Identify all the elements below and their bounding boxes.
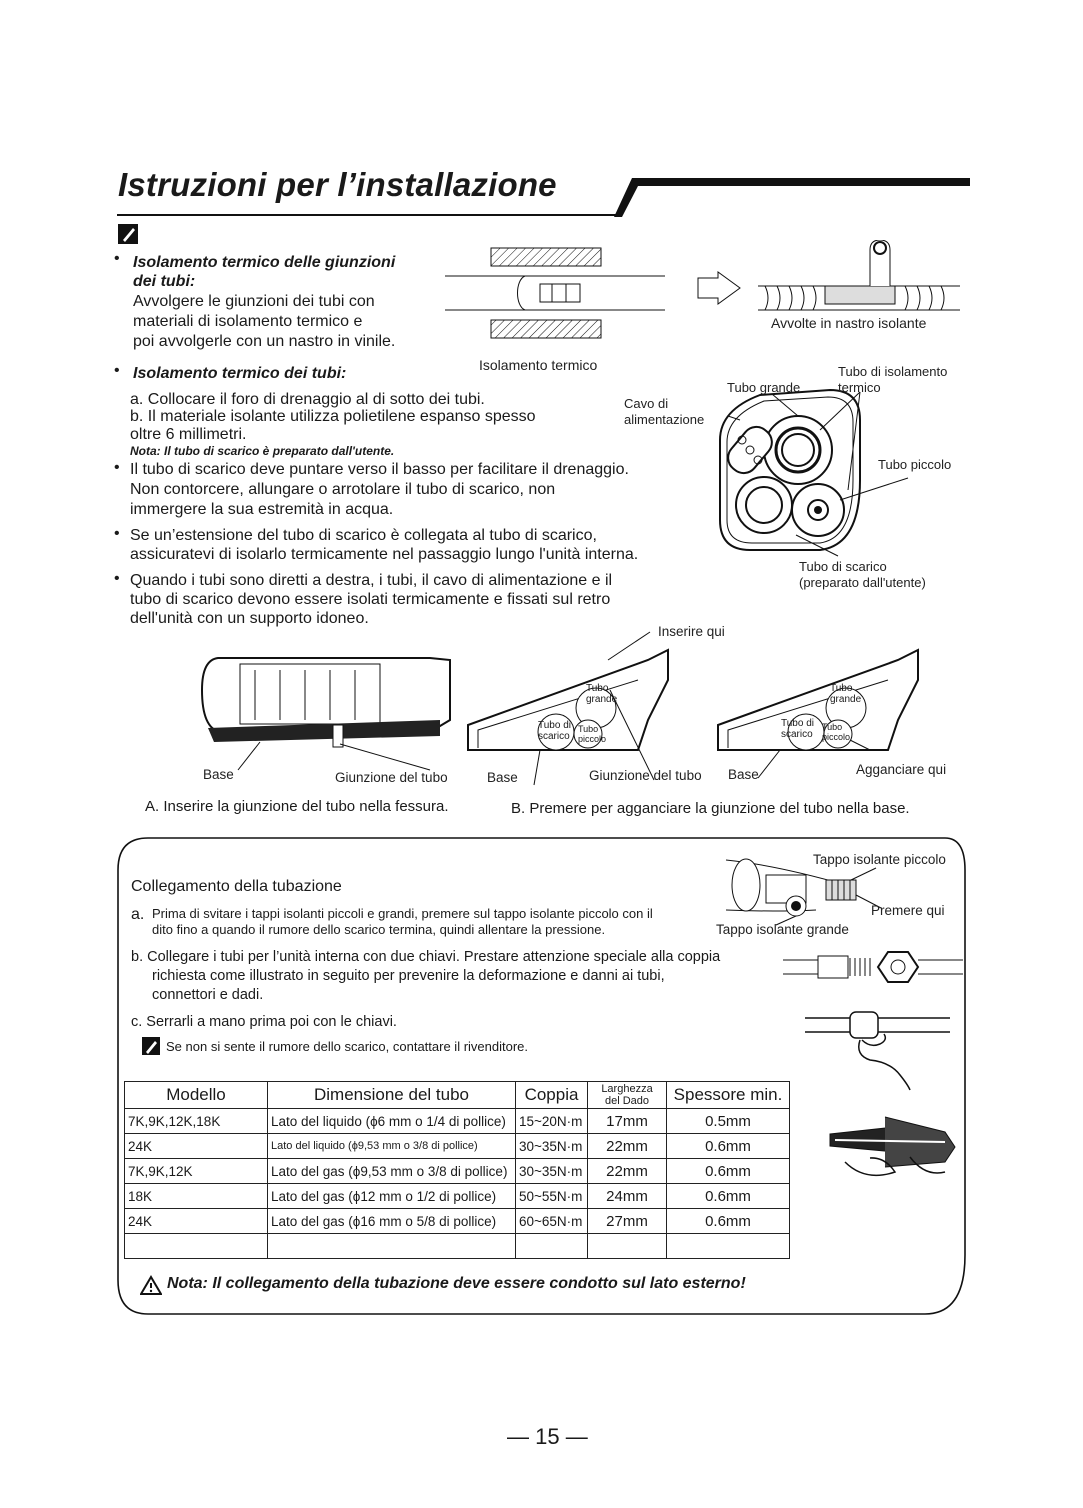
table-row-empty (125, 1234, 790, 1259)
label-power-cable-2: alimentazione (624, 412, 705, 427)
label-joint-b1: Giunzione del tubo (589, 768, 702, 783)
label-power-cable-1: Cavo di (624, 396, 669, 411)
section1-text-1: Avvolgere le giunzioni dei tubi con (133, 293, 375, 310)
label-drain-pipe-1: Tubo di scarico (799, 559, 887, 574)
bullet3-line2: tubo di scarico devono essere isolati termicamente e fissati sul retro (130, 591, 611, 608)
label-piccolo: piccolo (822, 732, 851, 742)
table-row (125, 1109, 790, 1134)
section2-line-b2: oltre 6 millimetri. (130, 426, 247, 443)
cell-thickness: 0.6mm (667, 1159, 790, 1184)
wrench-figure (825, 1112, 960, 1192)
cell-model: 7K,9K,12K,18K (125, 1109, 268, 1134)
cell-pipe-size: Lato del gas (ϕ9,53 mm o 3/8 di pollice) (268, 1159, 516, 1184)
torque-spec-table (124, 1081, 790, 1259)
bullet2-line2: assicuratevi di isolarlo termicamente nel passaggio lungo l'unità interna. (130, 546, 639, 563)
cell-pipe-size: Lato del liquido (ϕ9,53 mm o 3/8 di pollice) (268, 1134, 516, 1159)
bullet3-line1: Quando i tubi sono diretti a destra, i tubi, il cavo di alimentazione e il (130, 572, 613, 589)
page-number: 15 (535, 1424, 560, 1449)
cell-nut-width: 22mm (588, 1159, 667, 1184)
cell-model: 24K (125, 1134, 268, 1159)
step-a-line1: Prima di svitare i tappi isolanti piccoli e grandi, premere sul tappo isolante piccolo con il (152, 906, 653, 921)
header-nut-width-2: del Dado (604, 1095, 650, 1107)
cell-nut-width: 27mm (588, 1209, 667, 1234)
section1-heading-cont: dei tubi: (133, 273, 196, 290)
cell-torque: 15~20N·m (516, 1109, 588, 1134)
section2-line-b: b. Il materiale isolante utilizza polietilene espanso spesso (130, 408, 536, 425)
step-a-line2: dito fino a quando il rumore dello scarico termina, quindi allentare la pressione. (152, 922, 606, 937)
cell-torque: 30~35N·m (516, 1159, 588, 1184)
label-insert-here: Inserire qui (658, 624, 725, 639)
header-nut-width-1: Larghezza (601, 1083, 653, 1095)
label-thermal-insulation: Isolamento termico (479, 357, 598, 373)
label-grande: grande (586, 694, 618, 705)
cell-model: 7K,9K,12K (125, 1159, 268, 1184)
page-title: Istruzioni per l’installazione (118, 166, 557, 203)
pencil-glyph (142, 1037, 160, 1055)
label-scarico: scarico (538, 731, 570, 742)
cell-nut-width: 22mm (588, 1134, 667, 1159)
label-base-b1: Base (487, 770, 518, 785)
cell-model: 18K (125, 1184, 268, 1209)
label-large-pipe: Tubo grande (727, 380, 801, 395)
header-nut-width (588, 1082, 667, 1109)
step-b-line2: richiesta come illustrato in seguito per prevenire la deformazione e danni ai tubi, (152, 968, 665, 984)
label-hook-here: Agganciare qui (856, 762, 947, 777)
label-insulation-tube-1: Tubo di isolamento (838, 364, 948, 379)
cell-pipe-size: Lato del gas (ϕ12 mm o 1/2 di pollice) (268, 1184, 516, 1209)
cell-torque: 30~35N·m (516, 1134, 588, 1159)
table-row (125, 1209, 790, 1234)
table-header-row (125, 1082, 790, 1109)
cell-pipe-size: Lato del liquido (ϕ6 mm o 1/4 di pollice) (268, 1109, 516, 1134)
cell-torque: 50~55N·m (516, 1184, 588, 1209)
caption-b: B. Premere per agganciare la giunzione del tubo nella base. (511, 800, 910, 817)
hand-tighten-figure (800, 1000, 960, 1092)
final-note: Nota: Il collegamento della tubazione deve essere condotto sul lato esterno! (167, 1275, 746, 1292)
warning-triangle-icon (140, 1275, 162, 1295)
bullet1-line2: Non contorcere, allungare o arrotolare il tubo di scarico, non (130, 481, 556, 498)
cell-pipe-size: Lato del gas (ϕ16 mm o 5/8 di pollice) (268, 1209, 516, 1234)
caption-a: A. Inserire la giunzione del tubo nella fessura. (145, 798, 449, 815)
cell-thickness: 0.6mm (667, 1209, 790, 1234)
label-small-pipe: Tubo piccolo (878, 457, 952, 472)
cell-model: 24K (125, 1209, 268, 1234)
label-wrapped-tape: Avvolte in nastro isolante (771, 315, 927, 331)
label-tubo-di: Tubo di (538, 720, 571, 731)
cell-torque: 60~65N·m (516, 1209, 588, 1234)
label-piccolo: piccolo (578, 734, 607, 744)
page-number-block: — 15 — (507, 1424, 588, 1449)
table-row (125, 1134, 790, 1159)
header-pipe-size: Dimensione del tubo (268, 1082, 516, 1109)
connection-heading: Collegamento della tubazione (131, 878, 342, 895)
label-grande: grande (830, 694, 862, 705)
step-b-line1: b. Collegare i tubi per l’unità interna con due chiavi. Prestare attenzione speciale alla coppia (131, 949, 721, 965)
step-b-line3: connettori e dadi. (152, 987, 264, 1003)
section2-heading: Isolamento termico dei tubi: (133, 365, 347, 382)
bullet2-line1: Se un’estensione del tubo di scarico è collegata al tubo di scarico, (130, 527, 597, 544)
cell-thickness: 0.6mm (667, 1184, 790, 1209)
section2-line-a: a. Collocare il foro di drenaggio al di sotto dei tubi. (130, 391, 485, 408)
label-tubo: Tubo (822, 722, 843, 732)
cell-thickness: 0.6mm (667, 1134, 790, 1159)
label-small-cap: Tappo isolante piccolo (813, 852, 946, 867)
label-large-cap: Tappo isolante grande (716, 922, 849, 937)
step-a-prefix: a. (131, 906, 145, 923)
header-min-thickness: Spessore min. (667, 1082, 790, 1109)
label-tubo: Tubo (578, 724, 599, 734)
label-base-a: Base (203, 767, 234, 782)
label-insulation-tube-2: termico (838, 380, 881, 395)
note-drain-sound: Se non si sente il rumore dello scarico, contattare il rivenditore. (166, 1039, 529, 1054)
cell-nut-width: 24mm (588, 1184, 667, 1209)
label-press-here: Premere qui (871, 903, 945, 918)
bullet3-line3: dell'unità con un supporto idoneo. (130, 610, 369, 627)
header-model: Modello (125, 1082, 268, 1109)
label-tubo-di: Tubo di (781, 718, 814, 729)
table-row (125, 1159, 790, 1184)
section1-text-3: poi avvolgerle con un nastro in vinile. (133, 333, 396, 350)
section1-heading: Isolamento termico delle giunzioni (133, 254, 396, 271)
step-c-line: c. Serrarli a mano prima poi con le chiavi. (131, 1014, 397, 1030)
header-torque: Coppia (516, 1082, 588, 1109)
cell-thickness: 0.5mm (667, 1109, 790, 1134)
section2-note: Nota: Il tubo di scarico è preparato dall'utente. (130, 444, 395, 458)
label-drain-pipe-2: (preparato dall'utente) (799, 575, 926, 590)
bullet1-line3: immergere la sua estremità in acqua. (130, 501, 394, 518)
bullet1-line1: Il tubo di scarico deve puntare verso il basso per facilitare il drenaggio. (130, 461, 629, 478)
label-tubo: Tubo (586, 683, 609, 694)
flare-nut-figure (778, 942, 968, 994)
label-tubo: Tubo (830, 683, 853, 694)
label-base-b2: Base (728, 767, 759, 782)
section1-text-2: materiali di isolamento termico e (133, 313, 363, 330)
label-scarico: scarico (781, 729, 813, 740)
table-row (125, 1184, 790, 1209)
label-joint-a: Giunzione del tubo (335, 770, 448, 785)
cell-nut-width: 17mm (588, 1109, 667, 1134)
